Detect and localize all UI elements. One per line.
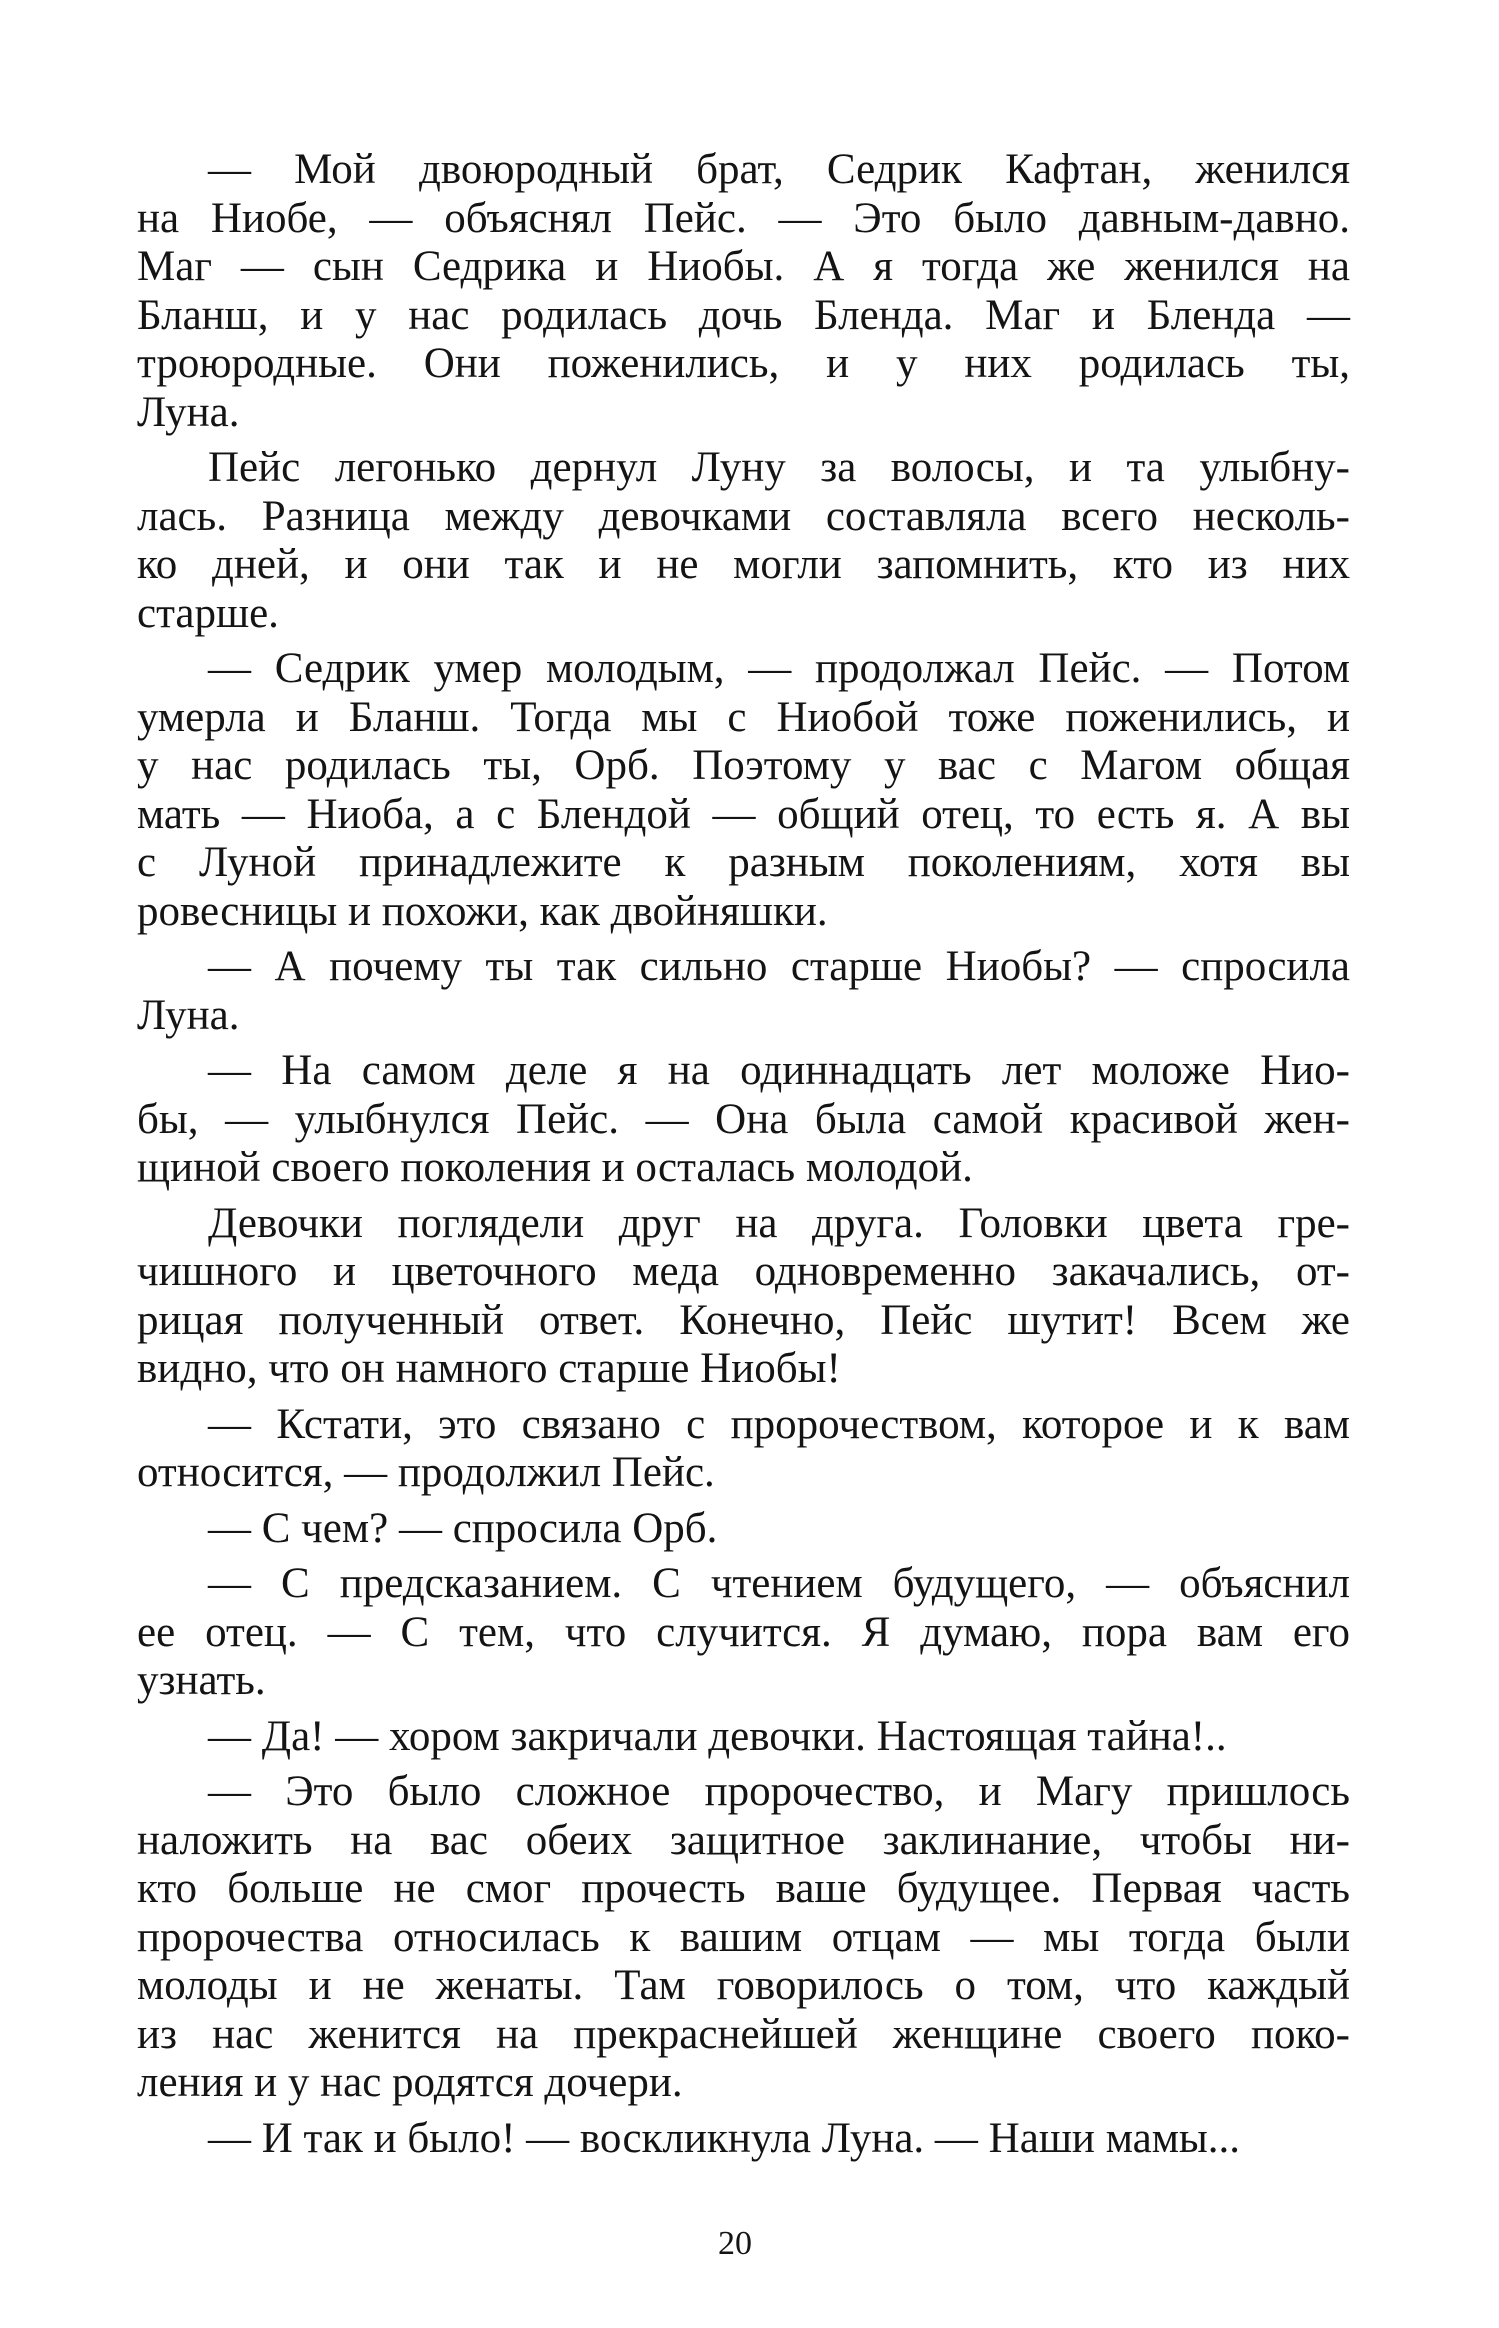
text-line: — Кстати, это связано с пророчеством, которое и к вам [208,1400,1350,1448]
text-line: мать — Ниоба, а с Блендой — общий отец, то есть я. А вы [137,790,1350,838]
text-line: чишного и цветочного меда одновременно закачались, от- [137,1248,1350,1295]
text-line: Бланш, и у нас родилась дочь Бленда. Маг и Бленда — [137,291,1350,339]
text-line: видно, что он намного старше Ниобы! [137,1345,841,1392]
paragraph [137,1768,1350,2108]
text-line: Луна. [137,991,240,1039]
text-line: ровесницы и похожи, как двойняшки. [137,887,828,935]
text-line: кто больше не смог прочесть ваше будущее. Первая часть [137,1865,1350,1912]
page-number: 20 [718,2225,752,2262]
text-line: у нас родилась ты, Орб. Поэтому у вас с Магом общая [137,742,1350,789]
paragraph [137,943,1350,1040]
text-line: бы, — улыбнулся Пейс. — Она была самой красивой жен- [137,1095,1350,1143]
text-line: ко дней, и они так и не могли запомнить, кто из них [137,541,1350,588]
text-line: старше. [137,589,279,637]
paragraph [137,146,1350,437]
paragraph [137,1713,1350,1762]
text-line: лась. Разница между девочками составляла всего несколь- [137,492,1350,540]
text-line: умерла и Бланш. Тогда мы с Ниобой тоже поженились, и [137,693,1350,741]
text-line: Луна. [137,388,240,436]
text-line: — Седрик умер молодым, — продолжал Пейс. — Потом [208,645,1350,692]
text-line: с Луной принадлежите к разным поколениям, хотя вы [137,839,1350,886]
text-line: — На самом деле я на одиннадцать лет моложе Нио- [208,1047,1350,1094]
text-line: — Мой двоюродный брат, Седрик Кафтан, женился [208,146,1350,193]
text-line: — А почему ты так сильно старше Ниобы? — спросила [208,943,1350,990]
text-line: ления и у нас родятся дочери. [137,2059,683,2106]
paragraph [137,645,1350,936]
text-line: узнать. [137,1657,266,1704]
text-line: — Да! — хором закричали девочки. Настоящая тайна!.. [208,1712,1227,1760]
text-line: Пейс легонько дернул Луну за волосы, и та улыбну- [208,444,1350,491]
text-line: щиной своего поколения и осталась молодой. [137,1144,973,1191]
text-line: — Это было сложное пророчество, и Магу пришлось [208,1768,1350,1815]
paragraph [137,1401,1350,1498]
text-line: — И так и было! — воскликнула Луна. — Наши мамы... [208,2114,1241,2162]
text-line: относится, — продолжил Пейс. [137,1449,715,1496]
text-line: Маг — сын Седрика и Ниобы. А я тогда же женился на [137,243,1350,290]
page-body [137,146,1350,2163]
paragraph [137,2115,1350,2164]
text-line: троюродные. Они поженились, и у них родилась ты, [137,340,1350,387]
text-line: ее отец. — С тем, что случится. Я думаю, пора вам его [137,1608,1350,1656]
paragraph [137,1560,1350,1706]
paragraph [137,1200,1350,1394]
text-line: наложить на вас обеих защитное заклинание, чтобы ни- [137,1816,1350,1864]
text-line: рицая полученный ответ. Конечно, Пейс шутит! Всем же [137,1296,1350,1344]
text-line: молоды и не женаты. Там говорилось о том, что каждый [137,1962,1350,2009]
paragraph [137,444,1350,638]
text-line: из нас женится на прекраснейшей женщине своего поко- [137,2010,1350,2058]
paragraph [137,1047,1350,1193]
text-line: — С чем? — спросила Орб. [208,1504,718,1552]
text-line: Девочки поглядели друг на друга. Головки цвета гре- [208,1199,1350,1247]
text-line: пророчества относилась к вашим отцам — мы тогда были [137,1913,1350,1961]
text-line: на Ниобе, — объяснял Пейс. — Это было давным-давно. [137,194,1350,242]
text-line: — С предсказанием. С чтением будущего, — объяснил [208,1560,1350,1607]
paragraph [137,1505,1350,1554]
